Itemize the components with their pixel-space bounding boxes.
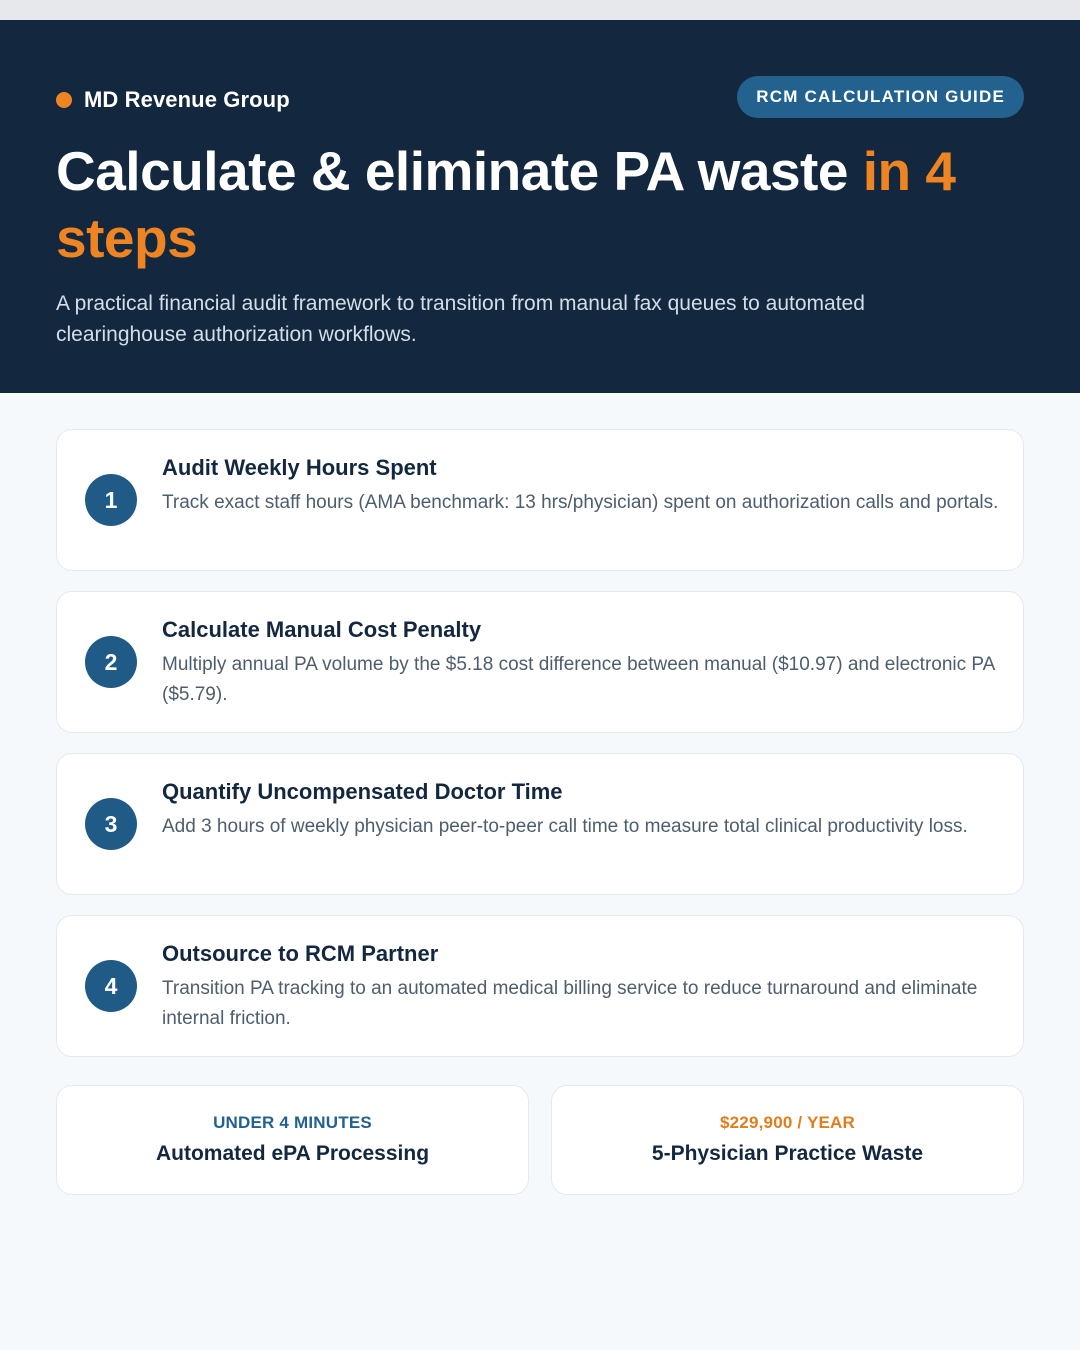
step-number-badge: 3 — [85, 798, 137, 850]
step-description: Multiply annual PA volume by the $5.18 cost difference between manual ($10.97) and electronic PA ($5.79). — [162, 654, 995, 705]
page-title — [56, 138, 1036, 272]
step-description: Add 3 hours of weekly physician peer-to-peer call time to measure total clinical productivity loss. — [162, 816, 968, 837]
stat-value: 5-Physician Practice Waste — [651, 1142, 924, 1165]
step-title: Quantify Uncompensated Doctor Time — [162, 779, 563, 804]
stat-card-epa — [56, 1085, 529, 1195]
brand — [56, 84, 290, 116]
step-card — [56, 753, 1024, 895]
step-title: Audit Weekly Hours Spent — [162, 455, 437, 480]
step-description: Transition PA tracking to an automated medical billing service to reduce turnaround and eliminate internal friction. — [162, 978, 978, 1029]
guide-badge: RCM CALCULATION GUIDE — [737, 76, 1024, 118]
hero-header — [0, 20, 1080, 393]
stat-label: $229,900 / YEAR — [720, 1113, 855, 1132]
page-title-main: Calculate & eliminate PA waste — [56, 140, 863, 202]
step-card — [56, 591, 1024, 733]
page-subtitle: A practical financial audit framework to transition from manual fax queues to automated clearinghouse authorization workflows. — [56, 292, 865, 346]
step-title: Outsource to RCM Partner — [162, 941, 439, 966]
step-card — [56, 915, 1024, 1057]
steps-list — [56, 429, 1024, 1077]
step-number-badge: 4 — [85, 960, 137, 1012]
step-number-badge: 1 — [85, 474, 137, 526]
top-strip — [0, 0, 1080, 20]
stat-value: Automated ePA Processing — [155, 1142, 430, 1165]
brand-name: MD Revenue Group — [84, 87, 290, 112]
step-card — [56, 429, 1024, 571]
stat-label: UNDER 4 MINUTES — [213, 1113, 372, 1132]
step-number-badge: 2 — [85, 636, 137, 688]
step-description: Track exact staff hours (AMA benchmark: 13 hrs/physician) spent on authorization calls and portals. — [162, 492, 999, 513]
step-title: Calculate Manual Cost Penalty — [162, 617, 482, 642]
page-title-accent: in 4 steps — [56, 140, 956, 269]
brand-dot-icon — [56, 92, 72, 108]
stat-card-waste — [551, 1085, 1024, 1195]
